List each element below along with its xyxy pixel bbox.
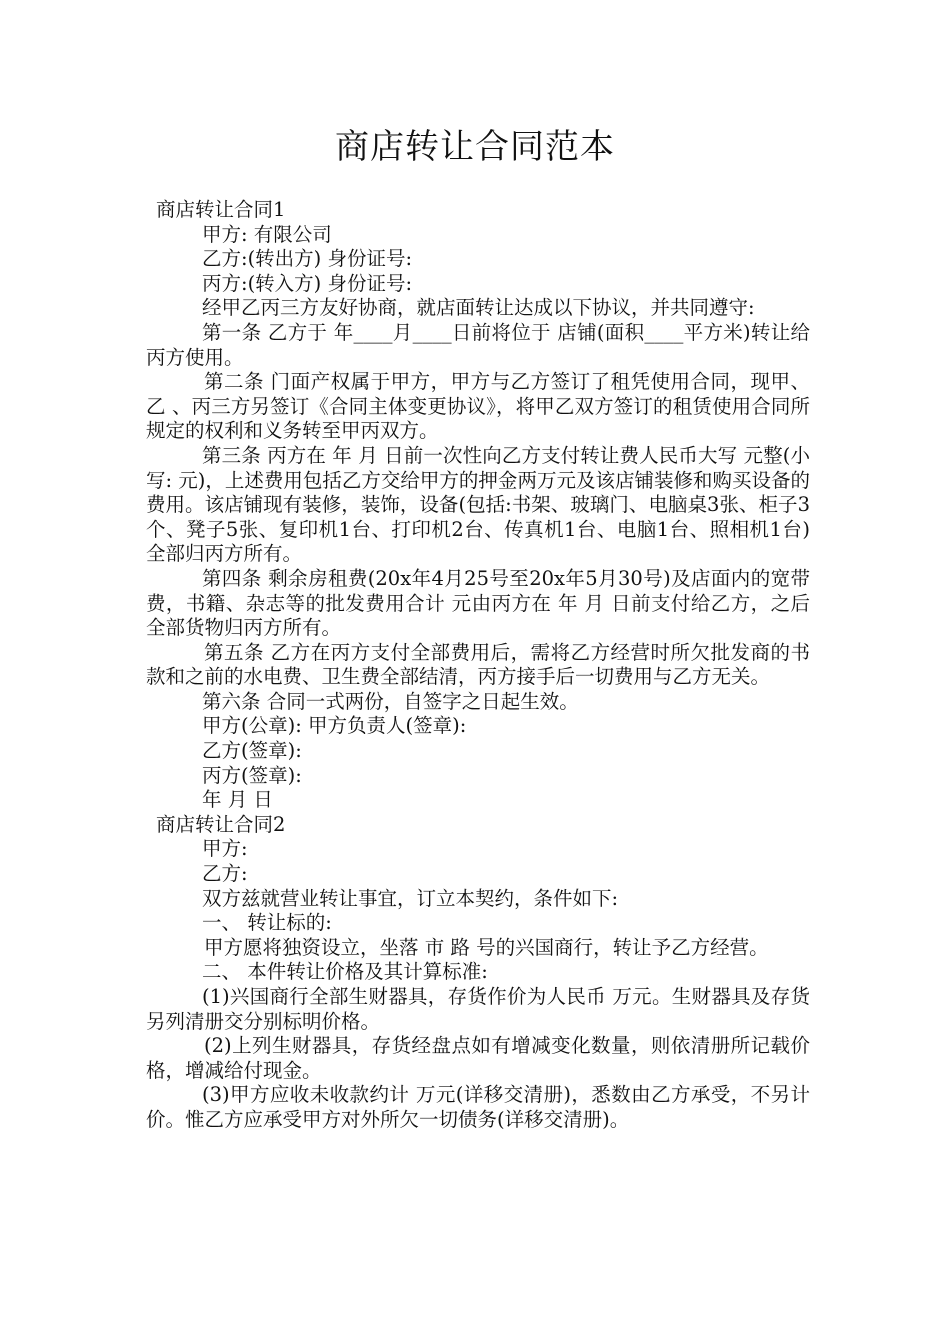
contract1-sign-a: 甲方(公章): 甲方负责人(签章): — [202, 714, 467, 738]
contract1-party-b: 乙方:(转出方) 身份证号: — [202, 247, 413, 271]
contract1-article-2: 第二条 门面产权属于甲方，甲方与乙方签订了租凭使用合同，现甲、乙 、丙三方另签订《合同主体变更协议》，将甲乙双方签订的租赁使用合同所规定的权利和义务转至甲丙双方。 — [146, 370, 810, 443]
contract1-article-4: 第四条 剩余房租费(20x年4月25号至20x年5月30号)及店面内的宽带费，书籍、杂志等的批发费用合计 元由丙方在 年 月 日前支付给乙方，之后全部货物归丙方所有。 — [146, 566, 810, 640]
contract2-heading: 商店转让合同2 — [156, 812, 286, 836]
document-title: 商店转让合同范本 — [335, 127, 615, 167]
contract2-section-2-item-3: (3)甲方应收未收款约计 万元(详移交清册)，悉数由乙方承受，不另计价。惟乙方应承受甲方对外所欠一切债务(详移交清册)。 — [146, 1083, 810, 1131]
contract2-section-1-title: 一、 转让标的: — [202, 911, 332, 935]
contract2-section-2-item-2: (2)上列生财器具，存货经盘点如有增减变化数量，则依清册所记载价格，增减给付现金。 — [146, 1034, 810, 1082]
contract1-heading: 商店转让合同1 — [156, 198, 286, 221]
contract2-intro: 双方兹就营业转让事宜，订立本契约，条件如下: — [202, 886, 619, 910]
document-body — [146, 198, 810, 1133]
contract1-article-3: 第三条 丙方在 年 月 日前一次性向乙方支付转让费人民币大写 元整(小写: 元)，上述费用包括乙方交给甲方的押金两万元及该店铺装修和购买设备的费用。该店铺现有装修，装饰，设备(包括:书架、玻璃门、电脑桌3张、柜子3个、凳子5张、复印机1台、打印机2台、传真机1台、电脑1台、照相机1台)全部归丙方所有。 — [146, 443, 810, 566]
contract2-section-2-title: 二、 本件转让价格及其计算标准: — [202, 960, 488, 984]
contract2-party-b: 乙方: — [202, 862, 248, 886]
contract2-section-1-body: 甲方愿将独资设立，坐落 市 路 号的兴国商行，转让予乙方经营。 — [204, 935, 769, 959]
contract1-sign-b: 乙方(签章): — [202, 739, 302, 763]
contract1-preamble: 经甲乙丙三方友好协商，就店面转让达成以下协议，并共同遵守: — [202, 296, 755, 320]
contract1-party-c: 丙方:(转入方) 身份证号: — [202, 271, 413, 295]
contract1-sign-c: 丙方(签章): — [202, 763, 302, 787]
contract1-article-5: 第五条 乙方在丙方支付全部费用后，需将乙方经营时所欠批发商的书款和之前的水电费、卫生费全部结清，丙方接手后一切费用与乙方无关。 — [146, 640, 810, 689]
contract2-section-2-item-1: (1)兴国商行全部生财器具，存货作价为人民币 万元。生财器具及存货另列清册交分别标明价格。 — [146, 985, 810, 1033]
contract1-date: 年 月 日 — [202, 788, 273, 812]
contract2-party-a: 甲方: — [202, 837, 248, 861]
contract1-party-a: 甲方: 有限公司 — [202, 222, 332, 246]
contract1-article-1: 第一条 乙方于 年____月____日前将位于 店铺(面积____平方米)转让给丙方使用。 — [146, 320, 810, 369]
contract1-article-6: 第六条 合同一式两份，自签字之日起生效。 — [202, 689, 579, 713]
